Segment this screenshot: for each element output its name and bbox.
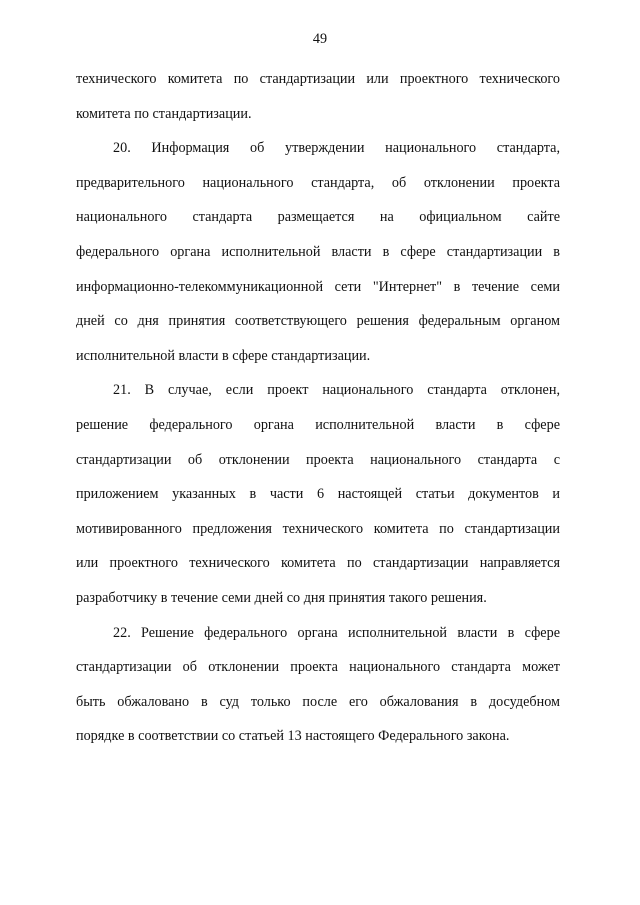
text-line: приложением указанных в части 6 настоящей статьи документов и [76,486,560,503]
paragraph-22 [76,622,560,760]
text-line: стандартизации об отклонении проекта национального стандарта с [76,451,560,468]
text-line: технического комитета по стандартизации или проектного технического [76,71,560,87]
paragraph-continuation [76,68,560,137]
document-body [76,68,560,760]
text-line: федерального органа исполнительной власти в сфере стандартизации в [76,243,560,260]
text-line: дней со дня принятия соответствующего решения федеральным органом [76,313,560,330]
text-line: решение федерального органа исполнительной власти в сфере [76,416,560,433]
text-line: предварительного национального стандарта, об отклонении проекта [76,174,560,191]
text-line: мотивированного предложения технического комитета по стандартизации [76,520,560,537]
text-line: разработчику в течение семи дней со дня принятия такого решения. [76,589,487,606]
paragraph-20 [76,137,560,379]
paragraph-21 [76,379,560,621]
text-line: исполнительной власти в сфере стандартизации. [76,347,371,364]
text-line: национального стандарта размещается на официальном сайте [76,209,560,226]
text-line: 20. Информация об утверждении национального стандарта, [113,140,560,157]
text-line: информационно-телекоммуникационной сети "Интернет" в течение семи [76,278,560,295]
text-line: комитета по стандартизации. [76,105,252,122]
page-number: 49 [312,31,328,47]
text-line: порядке в соответствии со статьей 13 настоящего Федерального закона. [76,728,510,745]
text-line: стандартизации об отклонении проекта национального стандарта может [76,659,560,676]
text-line: или проектного технического комитета по стандартизации направляется [76,555,560,572]
text-line: быть обжаловано в суд только после его обжалования в досудебном [76,693,560,710]
text-line: 22. Решение федерального органа исполнительной власти в сфере [113,624,560,641]
text-line: 21. В случае, если проект национального стандарта отклонен, [113,382,560,399]
